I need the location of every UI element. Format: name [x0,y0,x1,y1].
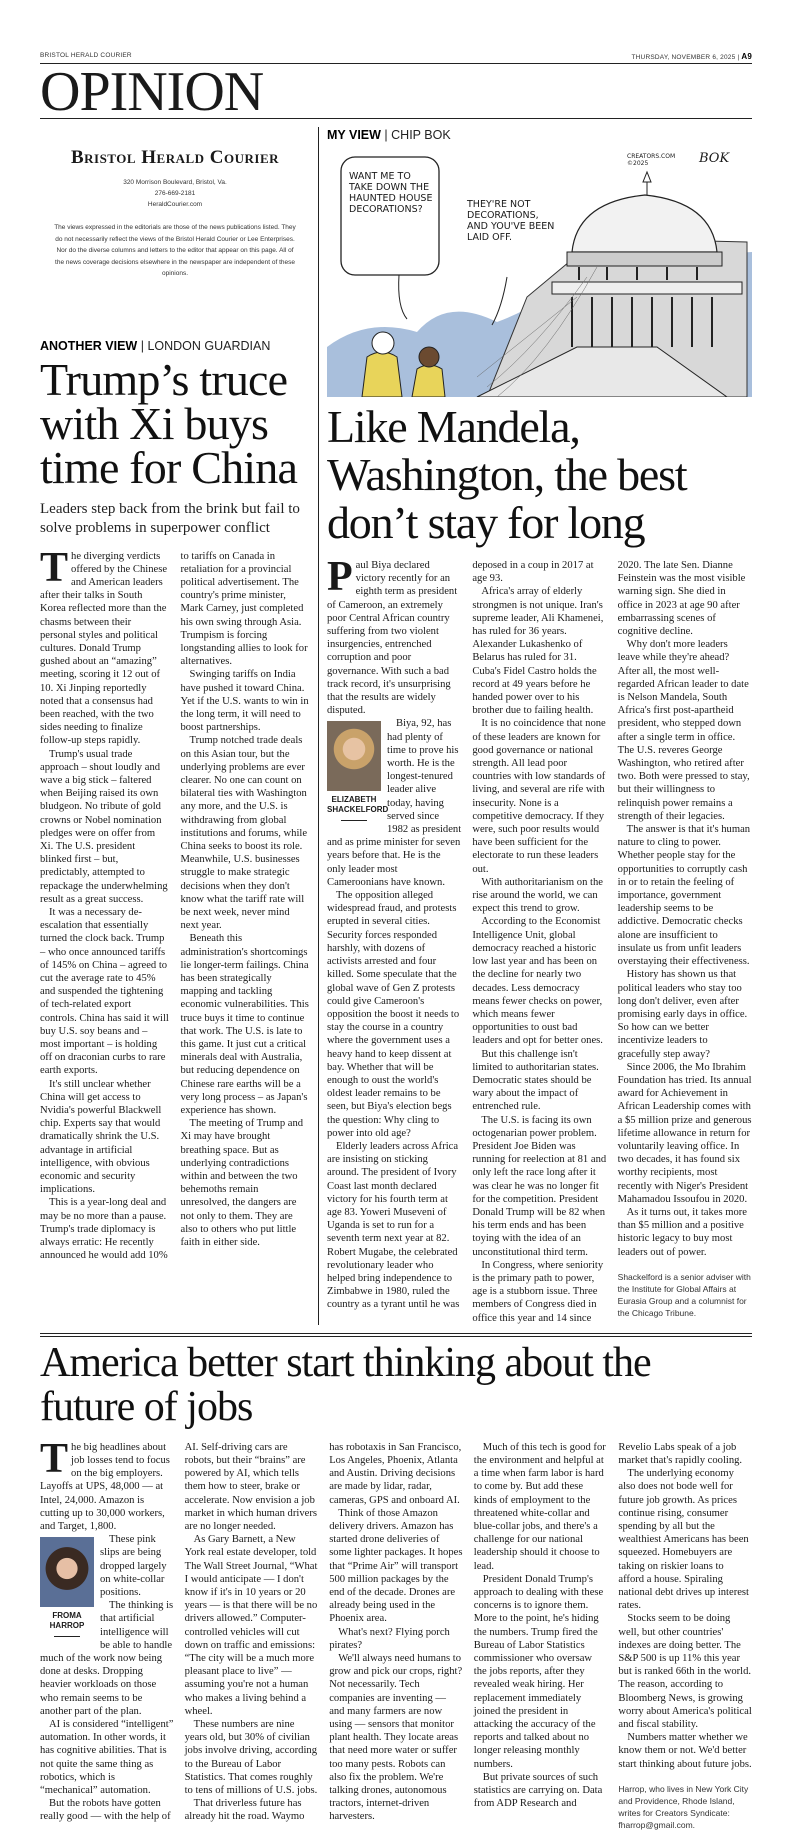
divider [54,1636,80,1637]
trump-subhead: Leaders step back from the brink but fail to solve problems in superpower conflict [40,500,300,536]
paragraph: These pink slips are being dropped largely on white-collar positions. [100,1534,167,1599]
paragraph: Think of those Amazon delivery drivers. Amazon has started drone deliveries of some lighter packages. It hopes that “Prime Air” will transport 500 million packages by the end of the decade. Drones are already being used in the Phoenix area. [329,1507,463,1625]
paragraph: Why don't more leaders leave while they're ahead? After all, the most well-regarded African leader to date is Nelson Mandela, South Africa's first post-apartheid president, who stepped down after a single term in office. The U.S. reveres George Washington, who retired after two. Both were pressed to stay, but their willingness to relinquish power remains a strength of their legacies. [617,639,750,822]
paragraph: As it turns out, it takes more than $5 million and a positive historic legacy to buy most leaders out of power. [617,1206,747,1258]
trump-headline: Trump’s truce with Xi buys time for China [40,353,298,493]
cartoon-credit: CREATORS.COM ©2025 [627,153,676,167]
page-number: A9 [741,52,752,61]
paragraph: According to the Economist Intelligence Unit, global democracy reached a historic low last year and has been on the decline for nearly two decades. Less democracy means fewer checks on power, which means fewer opportunities to oust bad leaders and opt for better ones. [472,916,603,1047]
author-photo-block [40,1537,94,1637]
paragraph: It was a necessary de-escalation that essentially turned the clock back. Trump – who once announced tariffs of 145% on China – agreed to cut the average rate to 45% and suspended the tightening of tech-related export controls. China has said it will buy U.S. soy beans and – most important – is holding off on draconian curbs to rare earth exports. [40,906,169,1077]
right-column [327,127,752,1325]
speech-bubble-reply: THEY'RE NOT DECORATIONS, AND YOU'VE BEEN LAID OFF. [467,199,555,243]
paragraph: History has shown us that political leaders who stay too long don't deliver, even after promising early days in office. So how can we better incentivize leaders to gracefully step away? [617,969,748,1060]
paragraph: Since 2006, the Mo Ibrahim Foundation has tried. Its annual award for Achievement in African Leadership comes with a $5 million prize and generous lifetime allowance in return for voluntarily leaving office. In two decades, it has found six worthy recipients, most recently with Niger's President Mahamadou Issoufou in 2020. [617,1061,752,1205]
divider [40,1333,752,1337]
trump-article-body [40,544,310,1263]
another-view-label: ANOTHER VIEW | LONDON GUARDIAN [40,338,271,353]
paragraph: The thinking is that artificial intelligence will be able to handle much of the work now being done at desks. Dropping heavier workloads on those who remain seems to be another part of the plan. [40,1600,174,1717]
paragraph: But this challenge isn't limited to authoritarian states. Democratic states should be wary about the impact of entrenched rule. [472,1048,599,1113]
paragraph: It is no coincidence that none of these leaders are known for good governance or national strength. All lead poor countries with low standards of living, and several are rife with insecurity. None is a competitive democracy. If they were, such poor results would have been sufficient for the electorate to run these leaders out. [472,718,606,875]
label-source: LONDON GUARDIAN [147,338,271,353]
paragraph: As Gary Barnett, a New York real estate developer, told The Wall Street Journal, “What I would anticipate — I don't know if it's in 10 years or 20 years — is that there will be no drivers allowed.” Computer-controlled vehicles will cut down on traffic and emissions: “The city will be a much more pleasant place to live” — assuming you're not a human who makes a living behind a wheel. [184,1534,318,1717]
paragraph: The U.S. is facing its own octogenarian power problem. President Joe Biden was running for reelection at 81 and only left the race long after it was clear he was no longer fit for the competition. President Donald Trump will be 82 when his term ends and has been toying with the idea of an unconstitutional third term. [472,1114,607,1258]
paragraph: What's next? Flying porch pirates? [329,1626,450,1651]
paragraph: Numbers matter whether we know them or not. We'd better start thinking about future jobs. [618,1732,752,1770]
paragraph: It's still unclear whether China will get access to Nvidia's powerful Blackwell chip. Experts say that would dramatically shrink the U.S. advantage in artificial intelligence, with obvious economic and security implications. [40,1078,162,1196]
left-column [40,127,310,1325]
paragraph: The opposition alleged widespread fraud, and protests erupted in several cities. Security forces responded harshly, with dozens of activists arrested and four killed. Some speculate that the global wave of Gen Z protests could give Cameroon's opposition the boost it needs to stay the course in a country where the government uses a heavy hand to keep dissent at bay. Whether that will be enough to oust the world's oldest leader remains to be seen, but Biya's election begs the question: Why cling to power into old age? [327,890,460,1139]
paragraph: This is a year-long deal and may be no more than a pause. Trump's trade diplomacy is always erratic: He recently announced he would add 10% to tariffs on Canada in retaliation for a provincial political advertisement. The country's prime minister, Mark Carney, just completed his own swing through Asia. Trumpism is forcing longstanding allies to look for alternatives. [40,550,308,1262]
jobs-article-body [40,1435,752,1831]
artist-signature: BOK [699,151,730,166]
address: 320 Morrison Boulevard, Bristol, Va. [123,179,227,186]
section-title: OPINION [40,61,264,123]
divider [341,820,367,821]
paragraph: The meeting of Trump and Xi may have brought breathing space. But as underlying contradictions within and between the two behemoths remain unresolved, the dangers are not only to them. They are also to others who put little faith in either side. [180,1118,304,1249]
paragraph: Africa's array of elderly strongmen is not unique. Iran's supreme leader, Ali Khamenei, has ruled for 36 years. Alexander Lukashenko of Belarus has ruled for 31. Cuba's Fidel Castro holds the record at 49 years before he handed power over to his brother due to failing health. [472,586,604,717]
paragraph: Elderly leaders across Africa are insisting on sticking around. The president of Ivory Coast last month declared victory for his fourth term at age 83. Yoweri Museveni of Uganda is set to run for a seventh term next year at 82. Robert Mugabe, the celebrated revolutionary leader who helped bring independence to Zimbabwe in 1980, ruled the country as a tyrant until he was deposed in a coup in 2017 at age 93. [327,560,594,1311]
column-divider [318,127,319,1325]
author-bio: Harrop, who lives in New York City and Providence, Rhode Island, writes for Creators Syndicate: fharrop@gmail.com. [618,1783,749,1830]
lead-paragraph: Paul Biya declared victory recently for an eighth term as president of Cameroon, an extremely poor Central African country suffering from two violent insurgencies, entrenched corruption and poor governance. With such a bad track record, it's unsurprising that the results are widely disputed. [327,554,458,717]
editorial-disclaimer: The views expressed in the editorials are those of the news publications listed. They do not necessarily reflect the views of the Bristol Herald Courier or Lee Enterprises. Nor do the diverse columns and letters to the editor that appear on this page. All of the news coverage decisions elsewhere in the newspaper are independent of these opinions. [54,224,296,277]
label-kicker: MY VIEW [327,128,381,142]
paragraph: Biya, 92, has had plenty of time to prove his worth. He is the longest-tenured leader alive today, having served since 1982 as president and as prime minister for seven years before that. He is the only leader most Cameroonians have known. [327,718,462,888]
paragraph: That driverless future has already hit the road. Waymo has robotaxis in San Francisco, Los Angeles, Phoenix, Atlanta and Austin. Driving decisions are made by lidar, radar, cameras, GPS and onboard AI. [184,1441,462,1823]
website-link[interactable]: HeraldCourier.com [147,201,203,208]
paragraph: In Congress, where seniority is the primary path to power, age is a stubborn issue. Three members of Congress died in office this year and 14 since 2020. The late Sen. Dianne Feinstein was the most visible warning sign. She died in office in 2023 at age 90 after embarrassing scenes of cognitive decline. [472,560,746,1324]
paragraph: AI is considered “intelligent” automation. In other words, it has cognitive abilities. That is not quite the same thing as robotics, which is “mechanical” automation. [40,1719,174,1797]
jobs-headline: America better start thinking about the future of jobs [40,1339,651,1430]
paragraph: Trump's usual trade approach – shout loudly and wave a big stick – faltered when Beijing raised its own bludgeon. No tribute of gold crowns or Nobel nomination pledges were on offer from Xi. The U.S. president blinked first – but, predictably, attempted to repackage the underwhelming result as a great success. [40,748,168,905]
paper-name: BRISTOL HERALD COURIER [40,52,132,59]
masthead-logo: Bristol Herald Courier [70,147,280,168]
paragraph: Beneath this administration's shortcomings lie longer-term failings. China has been strategically mapping and tackling economic vulnerabilities. This truce buys it time to continue that work. The U.S. is late to this game. It just cut a critical minerals deal with Australia, but reducing dependence on Chinese rare earths will be a very long process – as Japan's experience has shown. [180,933,309,1117]
lead-paragraph: The big headlines about job losses tend to focus on the big employers. Layoffs at UPS, 48,000 — at Intel, 24,000. Amazon is cutting up to 30,000 workers, and Target, 1,800. [40,1435,170,1532]
label-kicker: ANOTHER VIEW [40,338,138,353]
page-header [40,52,752,64]
issue-date: THURSDAY, NOVEMBER 6, 2025 [631,54,736,61]
author-photo-block [327,721,389,821]
paragraph: The answer is that it's human nature to cling to power. Whether people stay for the opportunities to corruptly cash in or to retain the feeling of importance, government leadership seems to be addictive. Democratic checks alone are insufficient to insulate us from unfit leaders overstaying their effectiveness. [617,824,751,968]
paragraph: Swinging tariffs on India have pushed it toward China. Yet if the U.S. wants to win in the long term, it will need to boost partnerships. [180,669,309,734]
author-photo [40,1537,94,1607]
paragraph: Stocks seem to be doing well, but other countries' indexes are doing better. The S&P 500 is up 11% this year but is ranked 66th in the world. The reason, according to Bloomberg News, is growing worry about America's political and fiscal stability. [618,1613,752,1731]
paragraph: Trump notched trade deals on this Asian tour, but the underlying problems are ever clearer. No one can count on bilateral ties with Washington any more, and the U.S. is withdrawing from global institutions and forums, while China seeks to boost its role. Meanwhile, U.S. businesses struggle to make strategic decisions when they don't know what the tariff rate will be next week, never mind next year. [180,735,308,932]
top-section [40,127,752,1325]
speech-bubble-worker: WANT ME TO TAKE DOWN THE HAUNTED HOUSE DECORATIONS? [349,171,433,215]
paragraph: Much of this tech is good for the environment and helpful at a time when farm labor is hard to come by. But add these kinds of employment to the threatened white-collar and blue-collar jobs, and there's a challenge for our national leadership should it choose to lead. [473,1441,606,1572]
paragraph: With authoritarianism on the rise around the world, we can expect this trend to grow. [472,876,603,915]
mandela-headline: Like Mandela, Washington, the best don’t stay for long [327,401,687,548]
author-bio: Shackelford is a senior adviser with the Institute for Global Affairs at Eurasia Group and a columnist for the Chicago Tribune. [617,1271,751,1318]
paragraph: We'll always need humans to grow and pick our crops, right? Not necessarily. Tech companies are inventing — and many farmers are now using — sensors that monitor plant health. They locate areas that need more water or suffer too many pests. Robots can also fix the problem. We're talking drones, autonomous tractors, internet-driven harvesters. [329,1653,463,1823]
phone: 276-669-2181 [154,190,196,197]
author-photo [327,721,381,791]
paragraph: But the robots have gotten really good — with the help of AI. Self-driving cars are robots, but their “brains” are powered by AI, which tells them how to steer, brake or accelerate. Now envision a job market in which human drivers are no longer needed. [40,1441,317,1823]
author-name: ELIZABETH SHACKELFORD [327,795,389,815]
newspaper-page [40,0,752,1841]
separator: | [737,54,740,61]
lead-paragraph: The diverging verdicts offered by the Chinese and American leaders after their talks in South Korea reflected more than the chasms between their personal styles and political cultures. Donald Trump gushed about an “amazing” meeting, scoring it 12 out of 10. Xi Jinping reportedly noted that a consensus had been reached, with the two sides needing to finalize follow-up steps rapidly. [40,544,168,747]
paragraph: President Donald Trump's approach to dealing with these concerns is to ignore them. More to the point, he's hiding the numbers. Trump fired the Bureau of Labor Statistics commissioner who oversaw the jobs reports, after they revealed weak hiring. Her replacement immediately joined the president in attacking the accuracy of the reports and talked about no longer releasing monthly numbers. [473,1573,604,1770]
date-and-page [631,52,752,61]
paragraph: But private sources of such statistics are carrying on. Data from ADP Research and Revelio Labs speak of a job market that's rapidly cooling. [473,1441,743,1810]
paragraph: The underlying economy also does not bode well for future job growth. As prices continue rising, consumer spending by all but the wealthiest Americans has been squeezed. Homebuyers are taking on riskier loans to afford a house. Spiraling national debt drives up interest rates. [618,1468,749,1612]
label-artist: CHIP BOK [391,128,451,142]
mandela-article-body [327,554,752,1325]
author-name: FROMA HARROP [49,1611,85,1631]
editorial-cartoon [327,147,752,397]
my-view-label: MY VIEW | CHIP BOK [327,128,451,142]
paragraph: These numbers are nine years old, but 30% of civilian jobs involve driving, according to the Bureau of Labor Statistics. That comes roughly to tens of millions of U.S. jobs. [184,1719,318,1797]
masthead-contact [40,177,310,210]
